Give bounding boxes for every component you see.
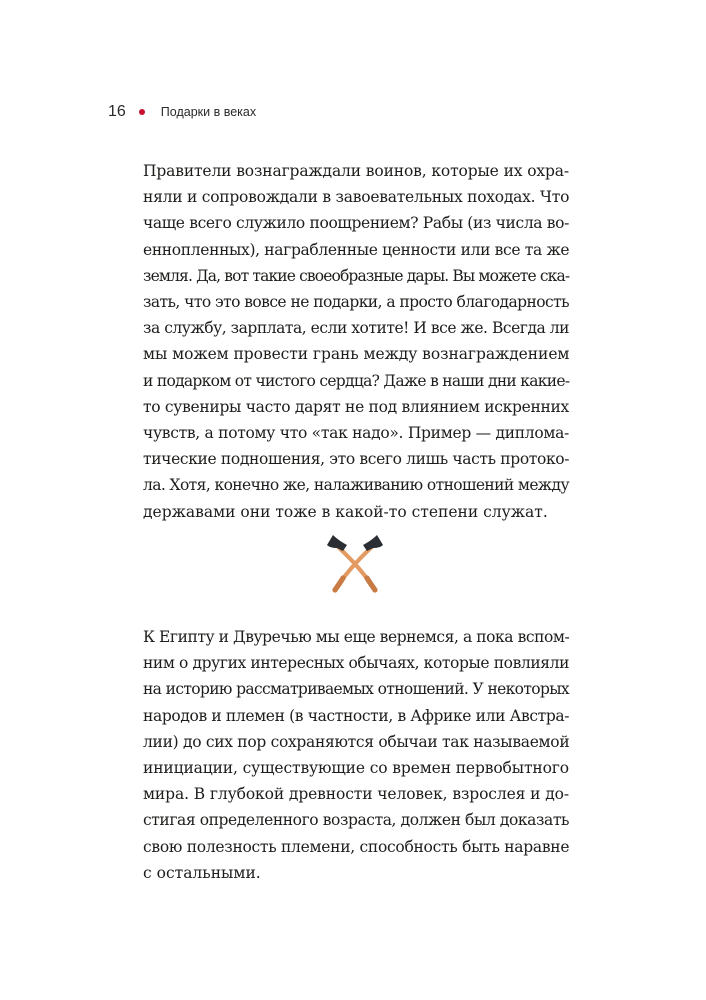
text-line: чувств, а потому что «так надо». Пример — диплома- [143, 424, 569, 443]
text-line: мы можем провести грань между вознаграждением [143, 345, 570, 364]
text-line: народов и племен (в частности, в Африке или Австра- [143, 706, 570, 725]
text-line: за службу, зарплата, если хотите! И все же. Всегда ли [143, 319, 569, 338]
text-line: державами они тоже в какой-то степени служат. [143, 502, 548, 521]
text-line: инициации, существующие со времен первобытного [143, 759, 569, 778]
text-line: то сувениры часто дарят не под влиянием искренних [143, 397, 569, 416]
text-line: тические подношения, это всего лишь часть протоко- [143, 450, 570, 469]
axe-handle-right-grip [335, 578, 343, 590]
text-line: и подарком от чистого сердца? Даже в наши дни какие- [143, 371, 570, 390]
text-line: свою полезность племени, способность быть наравне [143, 837, 570, 856]
text-line: ла. Хотя, конечно же, налаживанию отношений между [143, 476, 569, 495]
page-number: 16 [108, 103, 126, 120]
axe-handle-left-grip [367, 578, 375, 590]
text-line: К Египту и Двуречью мы еще вернемся, а пока вспом- [143, 628, 570, 646]
text-line: земля. Да, вот такие своеобразные дары. Вы можете ска- [143, 266, 570, 285]
text-line: няли и сопровождали в завоевательных походах. Что [143, 188, 570, 207]
crossed-axes-icon [323, 533, 387, 595]
paragraph-1 [143, 158, 569, 525]
text-line: с остальными. [143, 863, 261, 882]
text-line: зать, что это вовсе не подарки, а просто благодарность [143, 293, 569, 312]
paragraph-2 [143, 624, 569, 886]
text-line: чаще всего служило поощрением? Рабы (из числа во- [143, 214, 569, 233]
text-line: ним о других интересных обычаях, которые повлияли [143, 654, 569, 673]
text-line: мира. В глубокой древности человек, взрослея и до- [143, 785, 569, 804]
text-line: Правители вознаграждали воинов, которые их охра- [143, 162, 569, 180]
header-bullet [139, 109, 145, 115]
running-title: Подарки в веках [160, 105, 257, 119]
running-header [108, 103, 256, 121]
text-line: лии) до сих пор сохраняются обычаи так называемой [143, 732, 570, 751]
text-line: на историю рассматриваемых отношений. У некоторых [143, 680, 569, 699]
text-line: еннопленных), награбленные ценности или все та же [143, 240, 570, 259]
text-line: стигая определенного возраста, должен был доказать [143, 811, 569, 830]
